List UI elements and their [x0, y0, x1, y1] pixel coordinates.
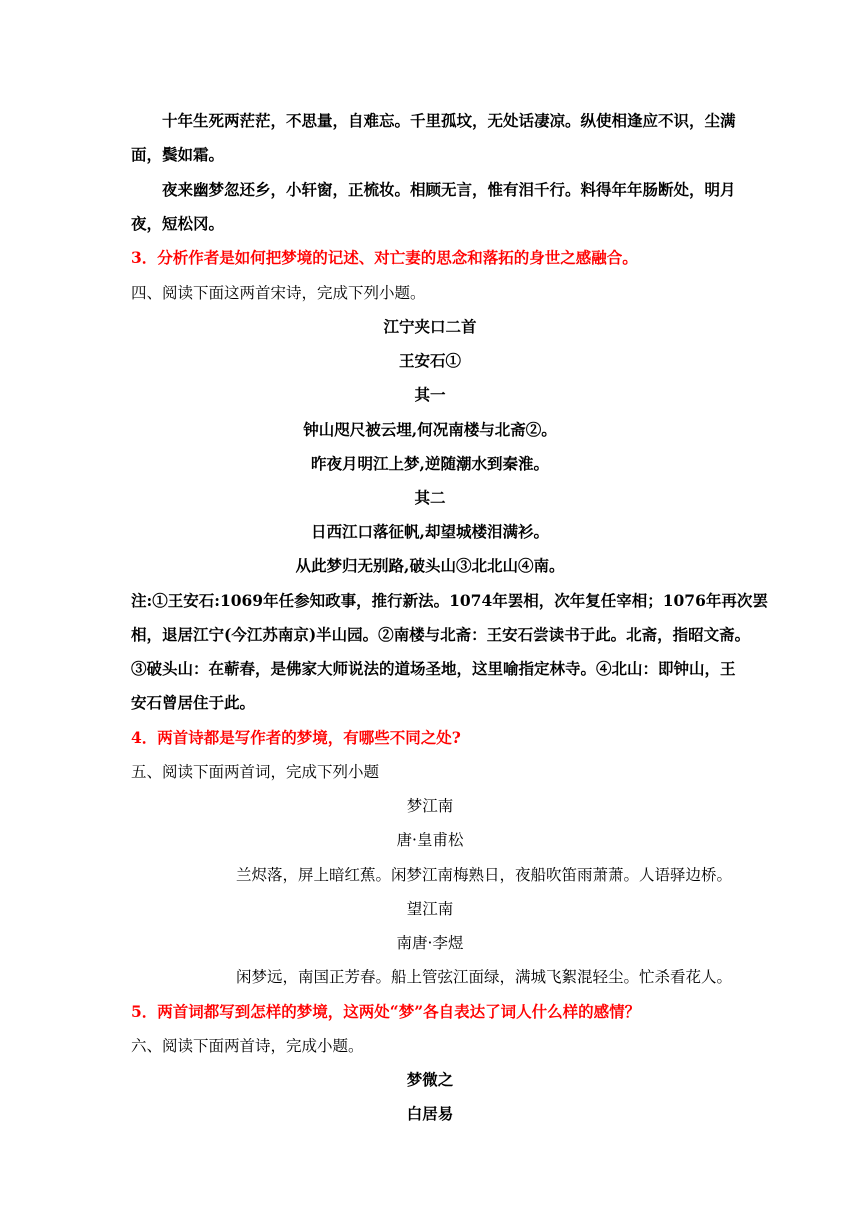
poem-line: 面，鬓如霜。	[131, 145, 225, 164]
poem-author: 王安石①	[398, 351, 461, 370]
poem-title: 梦微之	[406, 1070, 454, 1089]
ci-author: 唐·皇甫松	[396, 831, 464, 849]
poem-subtitle: 其二	[414, 488, 446, 507]
poem-line: 从此梦归无别路,破头山③北北山④南。	[295, 556, 565, 575]
poem-line: 夜，短松冈。	[131, 214, 225, 233]
question-5: 5．两首词都写到怎样的梦境，这两处“梦”各自表达了词人什么样的感情？	[131, 1002, 641, 1021]
ci-text: 兰烬落，屏上暗红蕉。闲梦江南梅熟日，夜船吹笛雨萧萧。人语驿边桥。	[236, 866, 733, 884]
question-4: 4．两首诗都是写作者的梦境，有哪些不同之处?	[131, 728, 461, 747]
poem-subtitle: 其一	[414, 385, 446, 404]
question-3: 3．分析作者是如何把梦境的记述、对亡妻的思念和落拓的身世之感融合。	[131, 248, 638, 267]
note-line: ③破头山：在蕲春，是佛家大师说法的道场圣地，这里喻指定林寺。④北山：即钟山，王	[131, 659, 736, 678]
poem-author: 白居易	[406, 1104, 454, 1123]
poem-line: 十年生死两茫茫，不思量，自难忘。千里孤坟，无处话凄凉。纵使相逢应不识，尘满	[162, 111, 736, 130]
poem-title: 江宁夹口二首	[383, 317, 477, 336]
section-heading-6: 六、阅读下面两首诗，完成小题。	[131, 1037, 364, 1055]
ci-title: 望江南	[406, 900, 454, 918]
note-line: 注:①王安石:1069年任参知政事，推行新法。1074年罢相，次年复任宰相；1076年再次罢	[131, 591, 768, 610]
ci-title: 梦江南	[406, 797, 454, 815]
section-heading-4: 四、阅读下面这两首宋诗，完成下列小题。	[131, 284, 426, 302]
poem-line: 日西江口落征帆,却望城楼泪满衫。	[311, 522, 549, 541]
note-line: 安石曾居住于此。	[131, 693, 256, 712]
section-heading-5: 五、阅读下面两首词，完成下列小题	[131, 763, 380, 781]
poem-line: 昨夜月明江上梦,逆随潮水到秦淮。	[311, 454, 549, 473]
poem-line: 钟山咫尺被云埋,何况南楼与北斋②。	[303, 420, 557, 439]
poem-line: 夜来幽梦忽还乡，小轩窗，正梳妆。相顾无言，惟有泪千行。料得年年肠断处，明月	[162, 180, 736, 199]
ci-author: 南唐·李煜	[396, 934, 464, 952]
note-line: 相，退居江宁(今江苏南京)半山园。②南楼与北斋：王安石尝读书于此。北斋，指昭文斋。	[131, 625, 751, 644]
ci-text: 闲梦远，南国正芳春。船上管弦江面绿，满城飞絮混轻尘。忙杀看花人。	[236, 968, 733, 986]
